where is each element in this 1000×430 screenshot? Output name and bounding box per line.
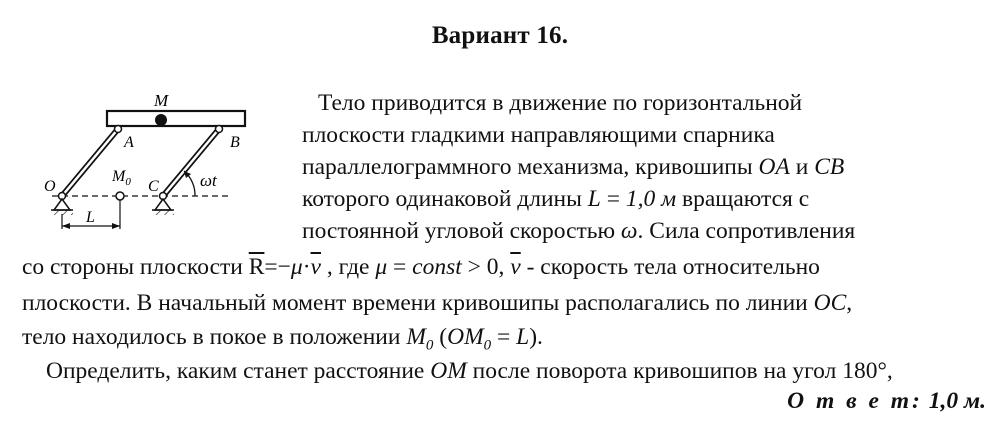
text-line-9: Определить, каким станет расстояние OM после поворота кривошипов на угол 180°,	[46, 358, 893, 384]
point-m	[155, 114, 167, 126]
text-line-4: которого одинаковой длины L = 1,0 м вращаются с	[302, 186, 810, 212]
label-m: M	[154, 91, 169, 110]
answer: О т в е т: 1,0 м.	[787, 388, 986, 414]
label-c: C	[148, 178, 159, 195]
label-o: O	[44, 178, 56, 195]
page-title: Вариант 16.	[431, 22, 569, 49]
label-b: B	[230, 134, 240, 151]
joint-a	[115, 126, 122, 133]
text-line-7: плоскости. В начальный момент времени кривошипы располагались по линии OC,	[22, 290, 853, 316]
text-line-2: плоскости гладкими направляющими спарника	[302, 122, 775, 148]
label-omega-t: ωt	[200, 171, 217, 190]
text-line-8: тело находилось в покое в положении $M_0$ $(OM_0 = L)$.	[22, 324, 543, 354]
point-m0	[116, 192, 124, 200]
plate	[107, 111, 245, 126]
text-line-5: постоянной угловой скоростью ω. Сила сопротивления	[302, 218, 856, 244]
label-a: A	[124, 134, 134, 151]
mechanism-diagram	[30, 86, 290, 236]
text-line-3: параллелограммного механизма, кривошипы OA и CB	[302, 154, 845, 180]
label-m0: $M_0$	[112, 168, 131, 188]
text-line-6: со стороны плоскости $\overline{R}=-\mu\cdot\overline{v}$ , где μ = const > 0, $\overline{v}$ - скорость тела относительно	[22, 254, 820, 280]
joint-b	[216, 126, 223, 133]
text-line-1: Тело приводится в движение по горизонтальной	[318, 90, 803, 116]
label-l: L	[86, 209, 95, 226]
